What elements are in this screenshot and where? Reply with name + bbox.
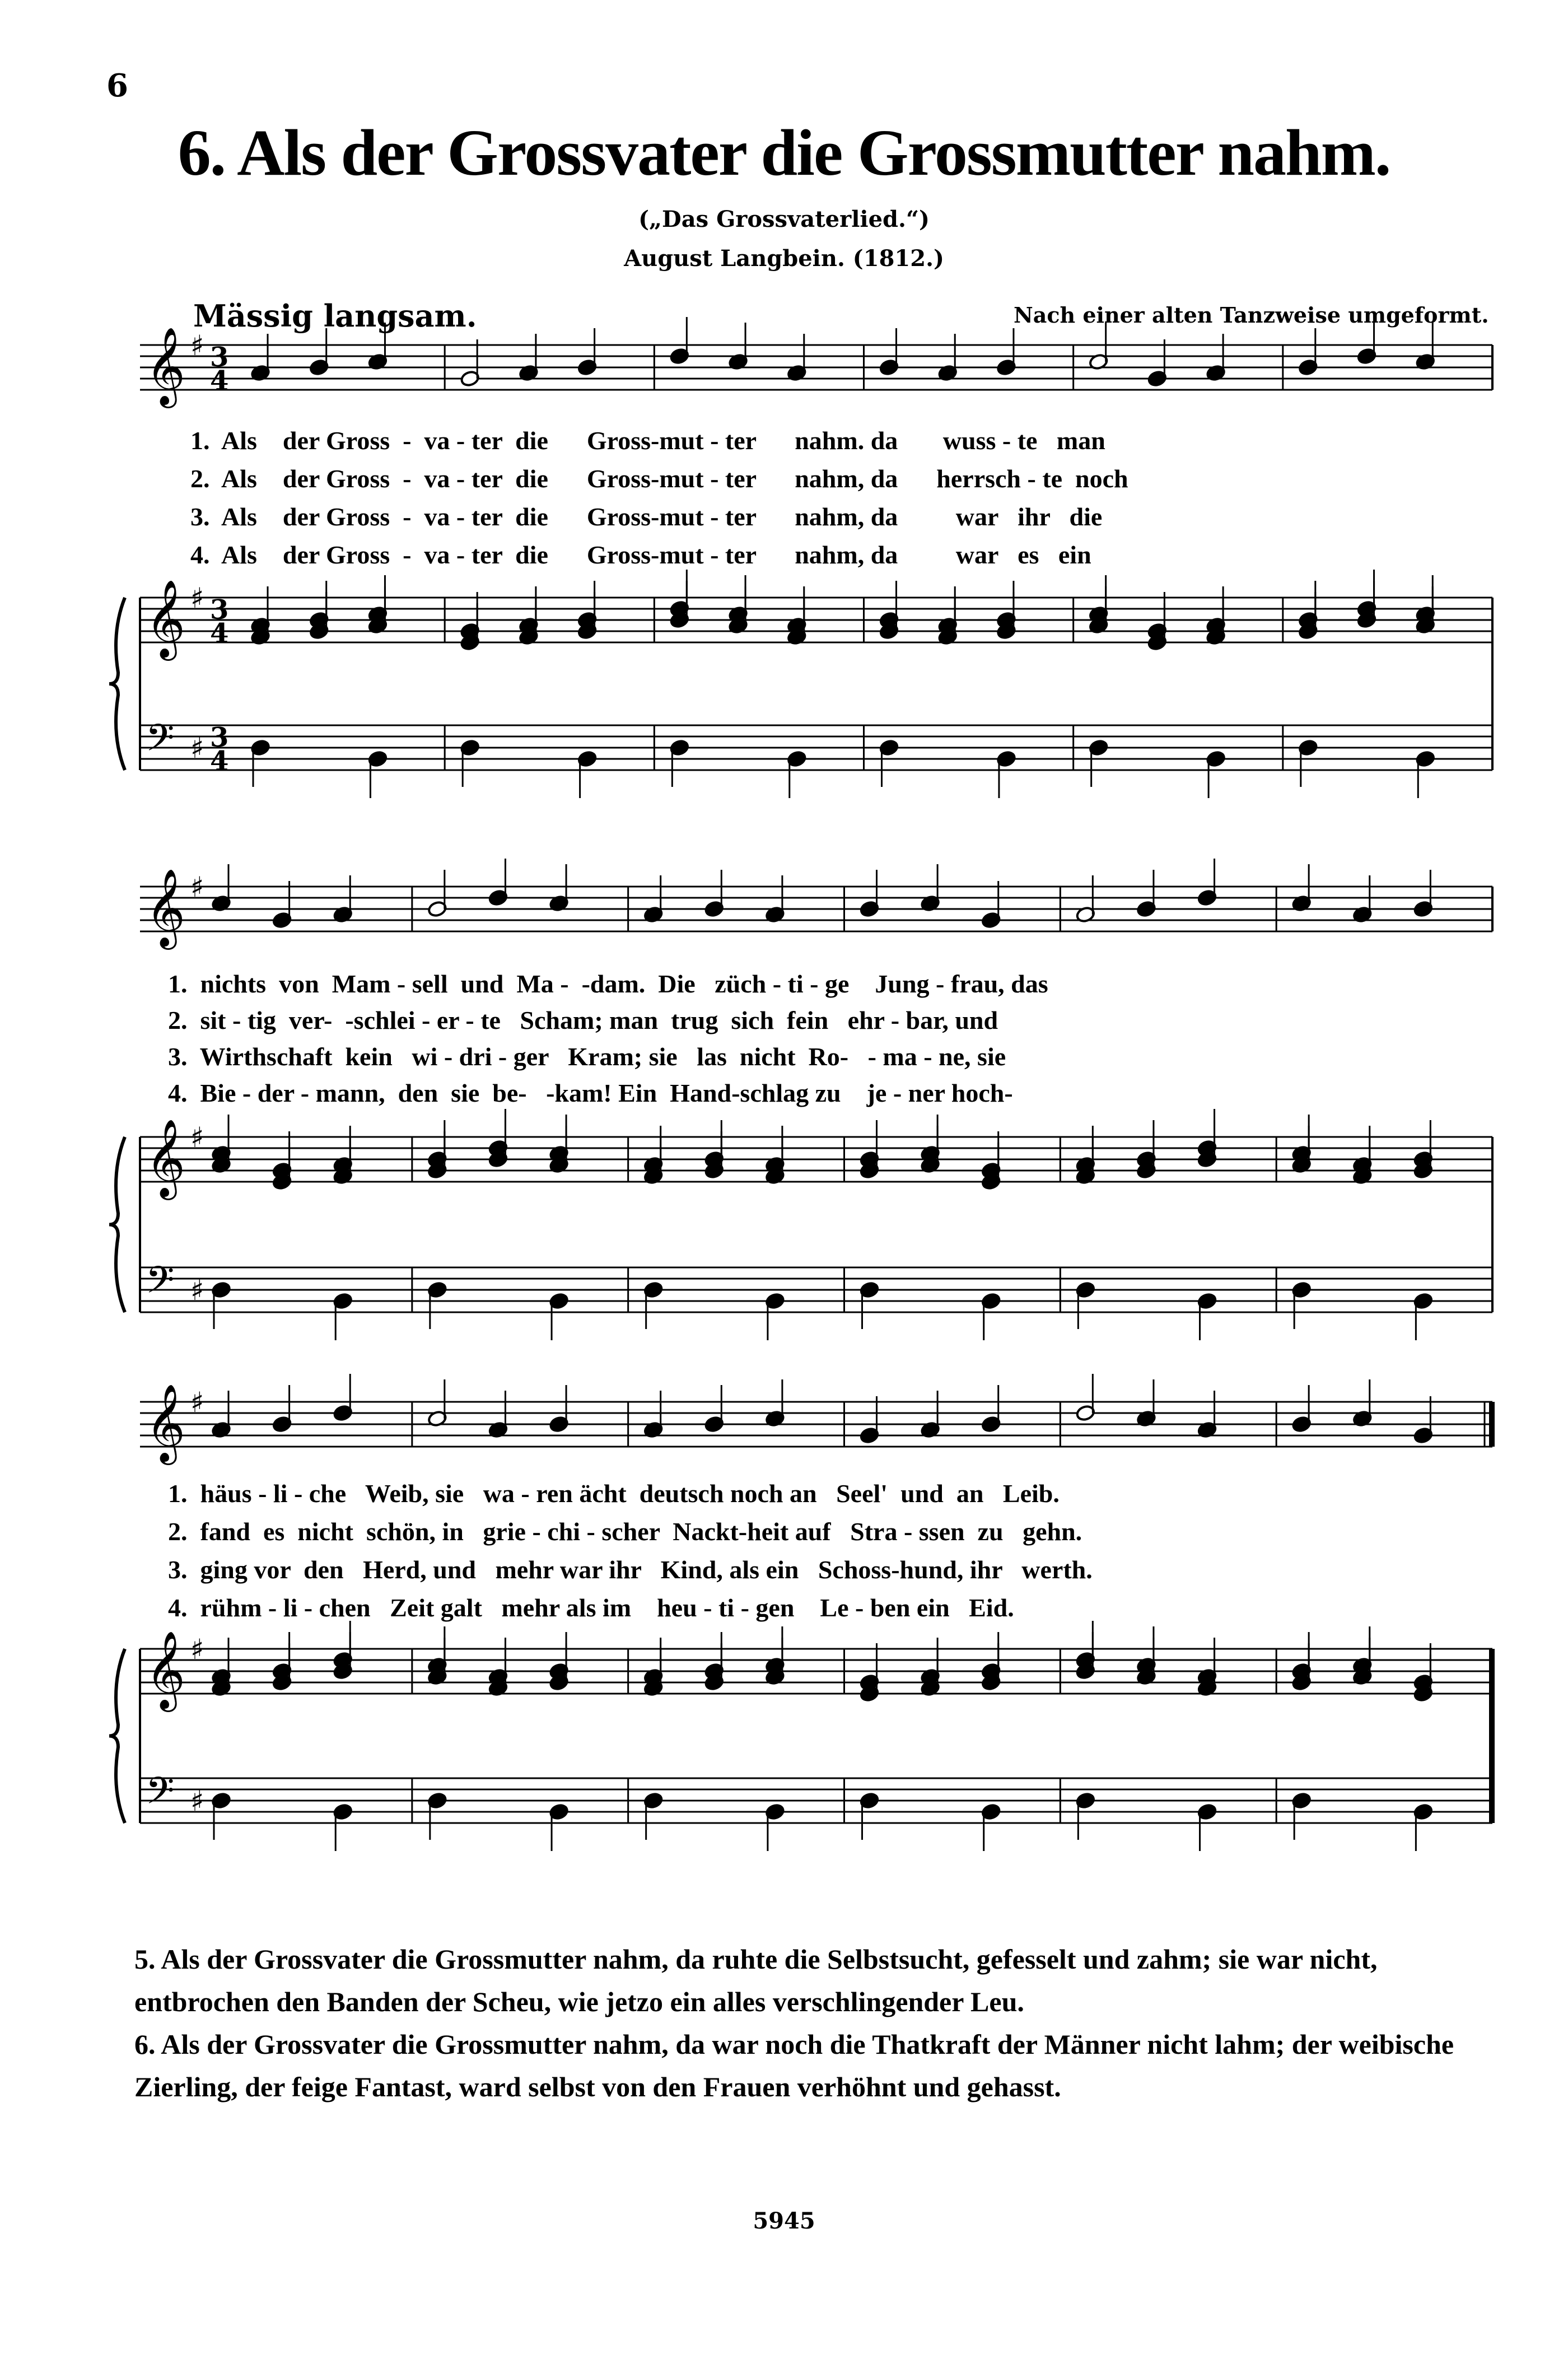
page-number: 6	[106, 67, 128, 104]
song-title: 6. Als der Grossvater die Grossmutter nahm.	[178, 116, 1390, 189]
key-sharp: ♯	[190, 1121, 204, 1154]
treble-clef: 𝄞	[146, 580, 185, 658]
key-sharp: ♯	[190, 582, 204, 614]
arrangement-note: Nach einer alten Tanzweise umgeformt.	[1014, 302, 1489, 328]
time-sig-den: 4	[210, 745, 229, 777]
key-sharp: ♯	[190, 871, 204, 903]
lyric-line-s1-v1: 1. Als der Gross - va - ter die Gross-mut - ter nahm. da wuss - te man	[190, 426, 1105, 455]
treble-clef: 𝄞	[146, 869, 185, 947]
lyric-line-s1-v3: 3. Als der Gross - va - ter die Gross-mut - ter nahm, da war ihr die	[190, 502, 1103, 531]
lyric-line-s3-v3: 3. ging vor den Herd, und mehr war ihr Kind, als ein Schoss-hund, ihr werth.	[168, 1555, 1093, 1584]
key-sharp: ♯	[190, 1386, 204, 1419]
time-sig-den: 4	[210, 618, 229, 649]
song-author: August Langbein. (1812.)	[624, 245, 944, 272]
lyric-line-s3-v2: 2. fand es nicht schön, in grie - chi - scher Nackt-heit auf Stra - ssen zu gehn.	[168, 1517, 1082, 1546]
piano-brace	[109, 1649, 125, 1823]
lyric-line-s2-v4: 4. Bie - der - mann, den sie be- -kam! Ein Hand-schlag zu je - ner hoch-	[168, 1079, 1013, 1107]
key-sharp: ♯	[190, 732, 204, 764]
song-subtitle: („Das Grossvaterlied.“)	[638, 206, 930, 232]
extra-verse-5: 5. Als der Grossvater die Grossmutter nahm, da ruhte die Selbstsucht, gefesselt und zahm; sie war nicht, entbrochen den Banden der Scheu, wie jetzo ein alles verschlingender Leu.	[134, 1943, 1378, 2017]
time-sig-num: 3	[210, 342, 229, 373]
tempo-marking: Mässig langsam.	[193, 298, 477, 334]
bass-clef: 𝄢	[146, 1769, 175, 1821]
bass-clef: 𝄢	[146, 1258, 175, 1311]
key-sharp: ♯	[190, 329, 204, 362]
system-3-final-thick	[1489, 1649, 1495, 1823]
system-3-final-thick	[1489, 1402, 1495, 1447]
time-sig-num: 3	[210, 722, 229, 753]
lyric-line-s1-v2: 2. Als der Gross - va - ter die Gross-mut - ter nahm, da herrsch - te noch	[190, 464, 1128, 493]
key-sharp: ♯	[190, 1785, 204, 1817]
treble-clef: 𝄞	[146, 1119, 185, 1197]
key-sharp: ♯	[190, 1633, 204, 1666]
lyric-line-s3-v1: 1. häus - li - che Weib, sie wa - ren ächt deutsch noch an Seel' und an Leib.	[168, 1479, 1060, 1508]
treble-clef: 𝄞	[146, 1631, 185, 1709]
piano-brace	[109, 1137, 125, 1312]
plate-number: 5945	[753, 2208, 815, 2234]
treble-clef: 𝄞	[146, 327, 185, 405]
key-sharp: ♯	[190, 1274, 204, 1307]
piano-brace	[109, 598, 125, 770]
lyric-line-s2-v2: 2. sit - tig ver- -schlei - er - te Scham; man trug sich fein ehr - bar, und	[168, 1006, 998, 1034]
lyric-line-s1-v4: 4. Als der Gross - va - ter die Gross-mut - ter nahm, da war es ein	[190, 540, 1091, 569]
lyric-line-s3-v4: 4. rühm - li - chen Zeit galt mehr als im heu - ti - gen Le - ben ein Eid.	[168, 1593, 1014, 1622]
time-sig-den: 4	[210, 365, 229, 397]
lyric-line-s2-v1: 1. nichts von Mam - sell und Ma - -dam. Die züch - ti - ge Jung - frau, das	[168, 969, 1048, 998]
lyric-line-s2-v3: 3. Wirthschaft kein wi - dri - ger Kram; sie las nicht Ro- - ma - ne, sie	[168, 1042, 1006, 1071]
treble-clef: 𝄞	[146, 1384, 185, 1462]
bass-clef: 𝄢	[146, 716, 175, 768]
extra-verse-6: 6. Als der Grossvater die Grossmutter nahm, da war noch die Thatkraft der Männer nicht lahm; der weibische Zierling, der feige Fantast, ward selbst von den Frauen verhöhnt und gehasst.	[134, 2029, 1454, 2102]
time-sig-num: 3	[210, 594, 229, 626]
